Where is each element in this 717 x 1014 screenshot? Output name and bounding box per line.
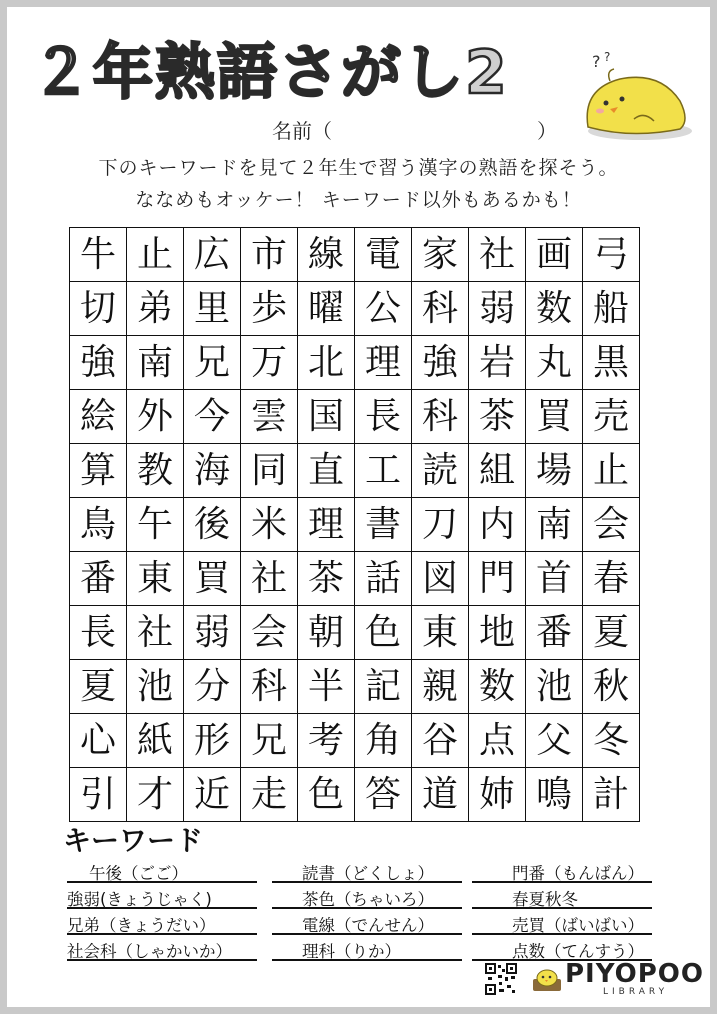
grid-cell[interactable]: 牛 — [70, 228, 127, 282]
grid-cell[interactable]: 外 — [127, 390, 184, 444]
keyword-item: 門番（もんばん） — [472, 857, 652, 883]
grid-cell[interactable]: 夏 — [70, 660, 127, 714]
grid-cell[interactable]: 社 — [469, 228, 526, 282]
grid-cell[interactable]: 色 — [298, 768, 355, 822]
grid-cell[interactable]: 算 — [70, 444, 127, 498]
name-field[interactable] — [272, 115, 557, 144]
grid-cell[interactable]: 朝 — [298, 606, 355, 660]
grid-cell[interactable]: 同 — [241, 444, 298, 498]
grid-cell[interactable]: 内 — [469, 498, 526, 552]
grid-cell[interactable]: 曜 — [298, 282, 355, 336]
worksheet — [7, 7, 710, 1007]
grid-cell[interactable]: 父 — [526, 714, 583, 768]
name-close: ） — [537, 119, 557, 143]
grid-cell[interactable]: 海 — [184, 444, 241, 498]
grid-cell[interactable]: 弱 — [184, 606, 241, 660]
grid-cell[interactable]: 止 — [127, 228, 184, 282]
grid-cell[interactable]: 春 — [583, 552, 640, 606]
grid-cell[interactable]: 番 — [526, 606, 583, 660]
grid-cell[interactable]: 茶 — [298, 552, 355, 606]
svg-text:?: ? — [592, 52, 601, 71]
keyword-item: 兄弟（きょうだい） — [67, 909, 257, 935]
grid-cell[interactable]: 公 — [355, 282, 412, 336]
grid-cell[interactable]: 番 — [70, 552, 127, 606]
keyword-column-3 — [472, 857, 652, 961]
grid-cell[interactable]: 午 — [127, 498, 184, 552]
grid-cell[interactable]: 東 — [412, 606, 469, 660]
grid-cell[interactable]: 鳥 — [70, 498, 127, 552]
grid-cell[interactable]: 数 — [469, 660, 526, 714]
grid-cell[interactable]: 東 — [127, 552, 184, 606]
keyword-item: 売買（ばいばい） — [472, 909, 652, 935]
grid-cell[interactable]: 社 — [127, 606, 184, 660]
grid-cell[interactable]: 鳴 — [526, 768, 583, 822]
grid-cell[interactable]: 万 — [241, 336, 298, 390]
grid-cell[interactable]: 秋 — [583, 660, 640, 714]
grid-cell[interactable]: 強 — [412, 336, 469, 390]
grid-cell[interactable]: 図 — [412, 552, 469, 606]
grid-cell[interactable]: 兄 — [184, 336, 241, 390]
grid-row — [70, 282, 640, 336]
grid-cell[interactable]: 道 — [412, 768, 469, 822]
grid-cell[interactable]: 読 — [412, 444, 469, 498]
qr-code-icon — [485, 963, 517, 995]
grid-cell[interactable]: 色 — [355, 606, 412, 660]
grid-row — [70, 660, 640, 714]
grid-cell[interactable]: 場 — [526, 444, 583, 498]
grid-row — [70, 768, 640, 822]
grid-cell[interactable]: 地 — [469, 606, 526, 660]
grid-cell[interactable]: 会 — [241, 606, 298, 660]
grid-cell[interactable]: 船 — [583, 282, 640, 336]
grid-cell[interactable]: 切 — [70, 282, 127, 336]
grid-cell[interactable]: 画 — [526, 228, 583, 282]
keyword-item: 春夏秋冬 — [472, 883, 652, 909]
keyword-column-1 — [67, 857, 257, 961]
grid-cell[interactable]: 理 — [355, 336, 412, 390]
grid-row — [70, 444, 640, 498]
grid-cell[interactable]: 広 — [184, 228, 241, 282]
keyword-item: 午後（ごご） — [67, 857, 257, 883]
grid-cell[interactable]: 紙 — [127, 714, 184, 768]
grid-cell[interactable]: 弱 — [469, 282, 526, 336]
keyword-item: 電線（でんせん） — [272, 909, 462, 935]
grid-cell[interactable]: 今 — [184, 390, 241, 444]
grid-cell[interactable]: 南 — [526, 498, 583, 552]
grid-cell[interactable]: 答 — [355, 768, 412, 822]
grid-cell[interactable]: 市 — [241, 228, 298, 282]
grid-cell[interactable]: 谷 — [412, 714, 469, 768]
grid-cell[interactable]: 数 — [526, 282, 583, 336]
grid-cell[interactable]: 引 — [70, 768, 127, 822]
grid-row — [70, 336, 640, 390]
grid-cell[interactable]: 分 — [184, 660, 241, 714]
grid-cell[interactable]: 形 — [184, 714, 241, 768]
instruction-line-2: ななめもオッケー！ キーワード以外もあるかも！ — [135, 189, 582, 211]
grid-cell[interactable]: 後 — [184, 498, 241, 552]
grid-cell[interactable]: 首 — [526, 552, 583, 606]
grid-cell[interactable]: 考 — [298, 714, 355, 768]
grid-cell[interactable]: 歩 — [241, 282, 298, 336]
keyword-item: 点数（てんすう） — [472, 935, 652, 961]
grid-cell[interactable]: 科 — [412, 390, 469, 444]
name-label: 名前（ — [272, 119, 332, 143]
grid-cell[interactable]: 買 — [526, 390, 583, 444]
grid-cell[interactable]: 止 — [583, 444, 640, 498]
grid-cell[interactable]: 池 — [526, 660, 583, 714]
grid-cell[interactable]: 門 — [469, 552, 526, 606]
grid-cell[interactable]: 社 — [241, 552, 298, 606]
grid-cell[interactable]: 夏 — [583, 606, 640, 660]
grid-cell[interactable]: 走 — [241, 768, 298, 822]
instruction-line-1: 下のキーワードを見て２年生で習う漢字の熟語を探そう。 — [98, 157, 619, 179]
svg-text:?: ? — [604, 50, 611, 64]
grid-row — [70, 552, 640, 606]
keyword-column-2 — [272, 857, 462, 961]
grid-cell[interactable]: 売 — [583, 390, 640, 444]
keyword-item: 強弱(きょうじゃく) — [67, 883, 257, 909]
grid-cell[interactable]: 弓 — [583, 228, 640, 282]
grid-row — [70, 606, 640, 660]
grid-cell[interactable]: 線 — [298, 228, 355, 282]
grid-cell[interactable]: 点 — [469, 714, 526, 768]
grid-cell[interactable]: 強 — [70, 336, 127, 390]
grid-cell[interactable]: 理 — [298, 498, 355, 552]
grid-cell[interactable]: 米 — [241, 498, 298, 552]
grid-cell[interactable]: 南 — [127, 336, 184, 390]
grid-cell[interactable]: 冬 — [583, 714, 640, 768]
footer-logo — [485, 959, 705, 997]
grid-cell[interactable]: 会 — [583, 498, 640, 552]
grid-cell[interactable]: 弟 — [127, 282, 184, 336]
chick-mascot-icon — [531, 965, 563, 993]
grid-cell[interactable]: 黒 — [583, 336, 640, 390]
keyword-item: 茶色（ちゃいろ） — [272, 883, 462, 909]
grid-cell[interactable]: 書 — [355, 498, 412, 552]
grid-cell[interactable]: 絵 — [70, 390, 127, 444]
keyword-item: 理科（りか） — [272, 935, 462, 961]
keyword-heading: キーワード — [63, 824, 204, 857]
grid-cell[interactable]: 教 — [127, 444, 184, 498]
grid-cell[interactable]: 科 — [412, 282, 469, 336]
grid-cell[interactable]: 電 — [355, 228, 412, 282]
grid-row — [70, 390, 640, 444]
grid-cell[interactable]: 岩 — [469, 336, 526, 390]
grid-cell[interactable]: 北 — [298, 336, 355, 390]
grid-cell[interactable]: 池 — [127, 660, 184, 714]
grid-cell[interactable]: 近 — [184, 768, 241, 822]
grid-cell[interactable]: 計 — [583, 768, 640, 822]
grid-cell[interactable]: 里 — [184, 282, 241, 336]
grid-cell[interactable]: 工 — [355, 444, 412, 498]
grid-cell[interactable]: 家 — [412, 228, 469, 282]
grid-cell[interactable]: 刀 — [412, 498, 469, 552]
grid-cell[interactable]: 長 — [70, 606, 127, 660]
grid-cell[interactable]: 半 — [298, 660, 355, 714]
grid-cell[interactable]: 親 — [412, 660, 469, 714]
grid-cell[interactable]: 角 — [355, 714, 412, 768]
page-title: ２年熟語さがし2 — [31, 38, 509, 108]
grid-cell[interactable]: 姉 — [469, 768, 526, 822]
word-search-grid — [69, 227, 640, 822]
grid-cell[interactable]: 茶 — [469, 390, 526, 444]
grid-row — [70, 228, 640, 282]
grid-cell[interactable]: 話 — [355, 552, 412, 606]
logo-subtext: LIBRARY — [603, 987, 669, 997]
grid-cell[interactable]: 国 — [298, 390, 355, 444]
grid-cell[interactable]: 直 — [298, 444, 355, 498]
grid-row — [70, 498, 640, 552]
grid-cell[interactable]: 心 — [70, 714, 127, 768]
grid-cell[interactable]: 才 — [127, 768, 184, 822]
keyword-item: 社会科（しゃかいか） — [67, 935, 257, 961]
grid-cell[interactable]: 買 — [184, 552, 241, 606]
chick-mascot-icon — [572, 49, 697, 144]
grid-cell[interactable]: 兄 — [241, 714, 298, 768]
logo-text: PIYOPOO — [565, 959, 704, 989]
grid-cell[interactable]: 組 — [469, 444, 526, 498]
keyword-item: 読書（どくしょ） — [272, 857, 462, 883]
grid-cell[interactable]: 丸 — [526, 336, 583, 390]
grid-cell[interactable]: 科 — [241, 660, 298, 714]
grid-cell[interactable]: 雲 — [241, 390, 298, 444]
grid-cell[interactable]: 記 — [355, 660, 412, 714]
grid-cell[interactable]: 長 — [355, 390, 412, 444]
grid-row — [70, 714, 640, 768]
